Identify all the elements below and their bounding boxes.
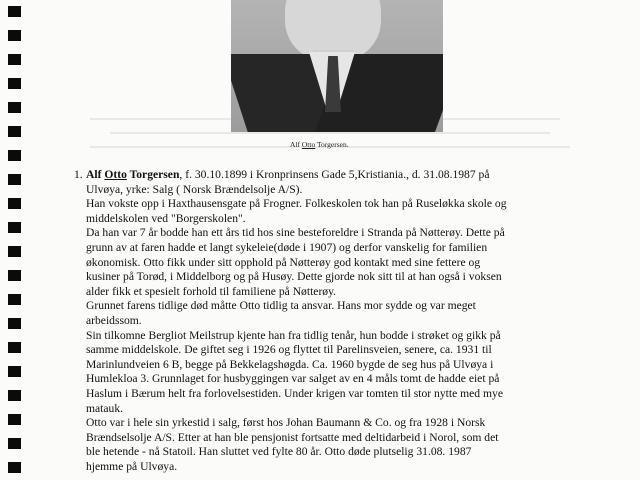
binding-hole — [8, 246, 21, 257]
binding-hole — [8, 198, 21, 209]
entry-line: Haslum i Bærum helt fra forlovelsestiden. Under krigen var tomten til stor nytte med mye — [86, 386, 503, 400]
photo-caption: Alf Otto Torgersen. — [290, 140, 349, 149]
binding-hole — [8, 414, 21, 425]
binding-hole — [8, 6, 21, 17]
entry-line: hjemme på Ulvøya. — [86, 459, 178, 473]
binding-hole — [8, 174, 21, 185]
binding-hole — [8, 342, 21, 353]
binding-hole — [8, 150, 21, 161]
entry-line: Da han var 7 år bodde han ett års tid hos sine besteforeldre i Stranda på Nøtterøy. Dette på — [86, 226, 505, 240]
entry-line: Otto var i hele sin yrkestid i salg, først hos Johan Baumann & Co. og fra 1928 i Norsk — [86, 416, 486, 430]
entry-line: matauk. — [86, 401, 124, 415]
entry-line: grunn av at faren hadde et langt sykeleie(døde i 1907) og derfor vanskelig for familien — [86, 240, 488, 254]
entry-heading: Alf Otto Torgersen, f. 30.10.1899 i Kronprinsens Gade 5,Kristiania., d. 31.08.1987 på — [86, 168, 490, 181]
entry-line: Marinlundveien 6 B, begge på Bekkelagshøgda. Ca. 1960 bygde de seg hus på Ulvøya i — [86, 357, 494, 371]
entry-line: Grunnet farens tidlige død måtte Otto tidlig ta ansvar. Hans mor sydde og var meget — [86, 299, 476, 313]
binding-hole — [8, 222, 21, 233]
entry-line: samme middelskole. De giftet seg i 1926 og flyttet til Parelinsveien, senere, ca. 1931 til — [86, 343, 492, 357]
binding-hole — [8, 54, 21, 65]
entry-line: Sin tilkomne Bergliot Meilstrup kjente han fra tidlig tenår, hun bodde i strøket og gikk på — [86, 328, 501, 342]
binding-hole — [8, 270, 21, 281]
entry-line: alder fikk et spesielt forhold til familiene på Nøtterøy. — [86, 284, 337, 298]
biography-entry — [74, 168, 606, 474]
portrait-photo — [231, 0, 443, 132]
binding-hole — [8, 462, 21, 473]
binding-hole — [8, 390, 21, 401]
binding-hole — [8, 30, 21, 41]
binding-hole — [8, 126, 21, 137]
entry-line: arbeidssom. — [86, 313, 142, 327]
entry-number: 1. — [74, 168, 83, 181]
entry-line: kusiner på Torød, i Middelborg og på Husøy. Dette gjorde nok sitt til at han også i voksen — [86, 270, 502, 284]
binding-holes — [8, 0, 22, 480]
entry-line: Humlekloa 3. Grunnlaget for husbyggingen var salget av en 4 måls tomt de hadde eiet på — [86, 372, 500, 386]
binding-hole — [8, 438, 21, 449]
entry-line: Han vokste opp i Haxthausensgate på Frogner. Folkeskolen tok han på Ruseløkka skole og — [86, 197, 507, 211]
binding-hole — [8, 294, 21, 305]
entry-line: middelskolen ved "Borgerskolen". — [86, 211, 246, 225]
entry-line: Ulvøya, yrke: Salg ( Norsk Brændelsolje A/S). — [86, 182, 303, 196]
entry-line: ble hetende - nå Statoil. Han sluttet ved fylte 80 år. Otto døde plutselig 31.08. 1987 — [86, 445, 472, 459]
entry-line: økonomisk. Otto fikk under sitt opphold på Nøtterøy god kontakt med sine fettere og — [86, 255, 481, 269]
entry-line: Brændselsolje A/S. Etter at han ble pensjonist fortsatte med deltidarbeid i Norol, som det — [86, 430, 499, 444]
binding-hole — [8, 102, 21, 113]
binding-hole — [8, 318, 21, 329]
binding-hole — [8, 78, 21, 89]
binding-hole — [8, 366, 21, 377]
